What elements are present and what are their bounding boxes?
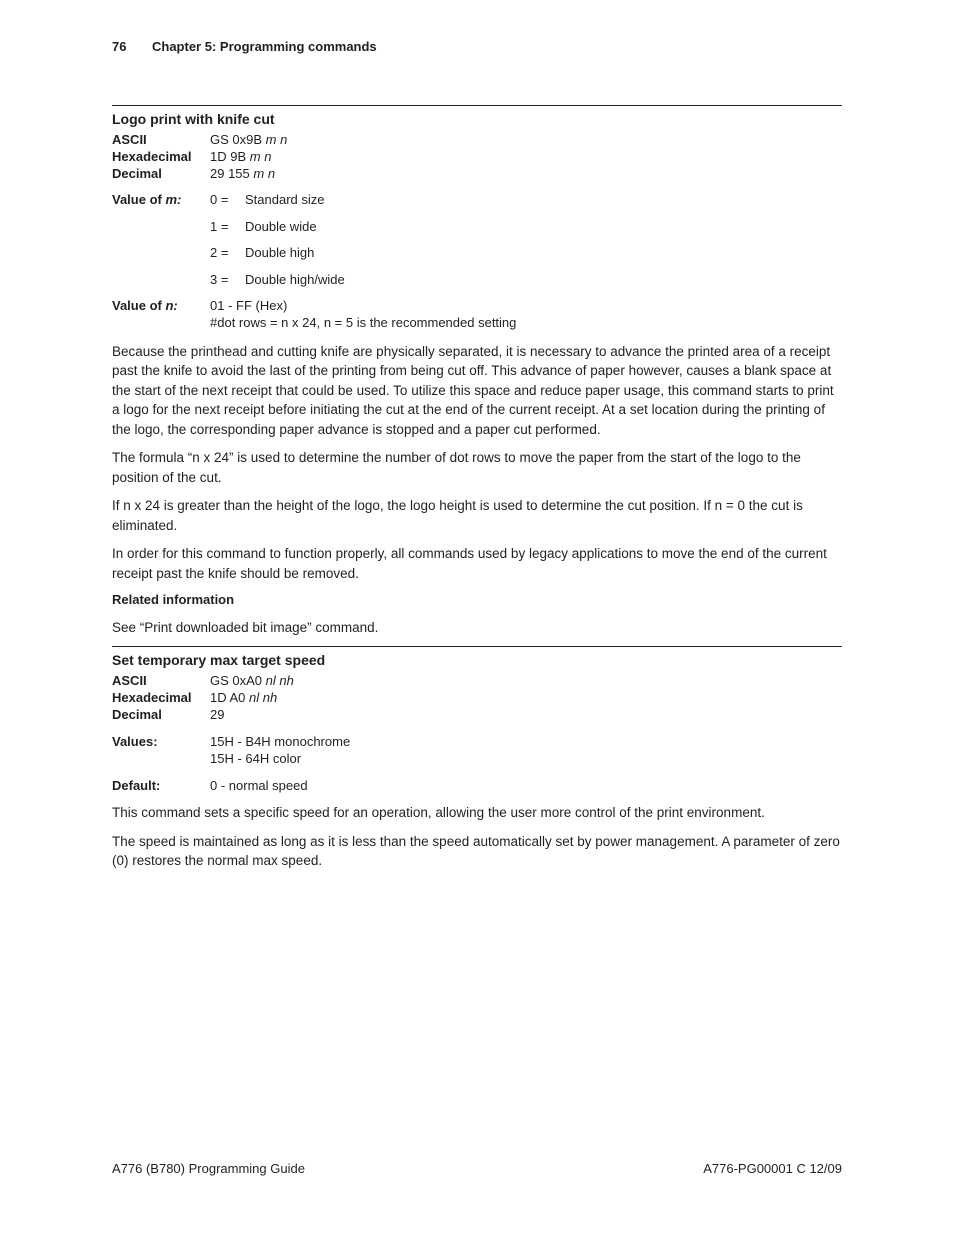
hex-params: m n [249,149,272,164]
hex-label: Hexadecimal [112,690,192,705]
value-m-label: Value of [112,192,162,207]
ascii-value: GS 0x9B [210,132,263,147]
section-max-speed [112,646,842,871]
ascii-row [112,131,842,148]
decimal-params: m n [253,166,276,181]
ascii-row [112,672,842,689]
m-option: 2 = Double high [210,245,315,260]
related-info-text: See “Print downloaded bit image” command. [112,620,379,635]
hex-value: 1D 9B [210,149,247,164]
hex-params: nl nh [249,690,278,705]
n-range: 01 - FF (Hex) [210,297,288,313]
paragraph: The formula “n x 24” is used to determine the number of dot rows to move the paper from the start of the logo to the position of the cut. [112,450,801,485]
ascii-params: m n [265,132,288,147]
paragraph: In order for this command to function properly, all commands used by legacy applications to move the end of the current receipt past the knife should be removed. [112,546,827,581]
values-mono: 15H - B4H monochrome [210,734,351,749]
hex-value: 1D A0 [210,690,246,705]
ascii-label: ASCII [112,132,147,147]
values-color: 15H - 64H color [210,751,302,766]
ascii-params: nl nh [265,673,294,688]
m-option: 1 = Double wide [210,218,317,234]
paragraph: Because the printhead and cutting knife are physically separated, it is necessary to advance the printed area of a receipt past the knife to avoid the last of the printing from being cut off. This advance of paper however, causes a blank space at the start of the next receipt that could be used. To utilize this space and reduce paper usage, this command starts to print a logo for the next receipt before initiating the cut at the end of the current receipt. At a set location during the printing of the logo, the corresponding paper advance is stopped and a paper cut performed. [112,343,834,437]
footer-right: A776-PG00001 C 12/09 [703,1161,842,1176]
decimal-label: Decimal [112,707,162,722]
decimal-label: Decimal [112,166,162,181]
value-n-row [112,297,842,331]
n-formula: #dot rows = n x 24, n = 5 is the recommended setting [210,314,517,330]
value-n-var: n: [165,297,178,313]
paragraph: If n x 24 is greater than the height of the logo, the logo height is used to determine the cut position. If n = 0 the cut is eliminated. [112,498,803,533]
decimal-row [112,165,842,182]
hex-row [112,689,842,706]
decimal-value: 29 [210,707,225,722]
chapter-title: Chapter 5: Programming commands [152,39,377,54]
value-m-var: m: [165,192,182,207]
page-number: 76 [112,39,127,54]
values-label: Values: [112,734,158,749]
decimal-row [112,706,842,723]
page-header [112,39,377,54]
paragraph: The speed is maintained as long as it is less than the speed automatically set by power management. A parameter of zero (0) restores the normal max speed. [112,833,840,868]
hex-label: Hexadecimal [112,149,192,164]
value-n-label: Value of [112,297,162,313]
default-value: 0 - normal speed [210,778,308,793]
paragraph: This command sets a specific speed for an operation, allowing the user more control of the print environment. [112,805,765,820]
ascii-value: GS 0xA0 [210,673,263,688]
default-row [112,777,842,794]
related-info-heading: Related information [112,592,235,607]
section-title: Logo print with knife cut [112,111,275,127]
value-m-row [112,191,842,288]
m-option: 0 = Standard size [210,192,325,207]
decimal-value: 29 155 [210,166,250,181]
m-option: 3 = Double high/wide [210,271,345,287]
values-row [112,733,842,767]
default-label: Default: [112,778,161,793]
section-title: Set temporary max target speed [112,652,326,668]
hex-row [112,148,842,165]
ascii-label: ASCII [112,673,147,688]
footer-left: A776 (B780) Programming Guide [112,1161,305,1176]
section-logo-print [112,105,842,638]
